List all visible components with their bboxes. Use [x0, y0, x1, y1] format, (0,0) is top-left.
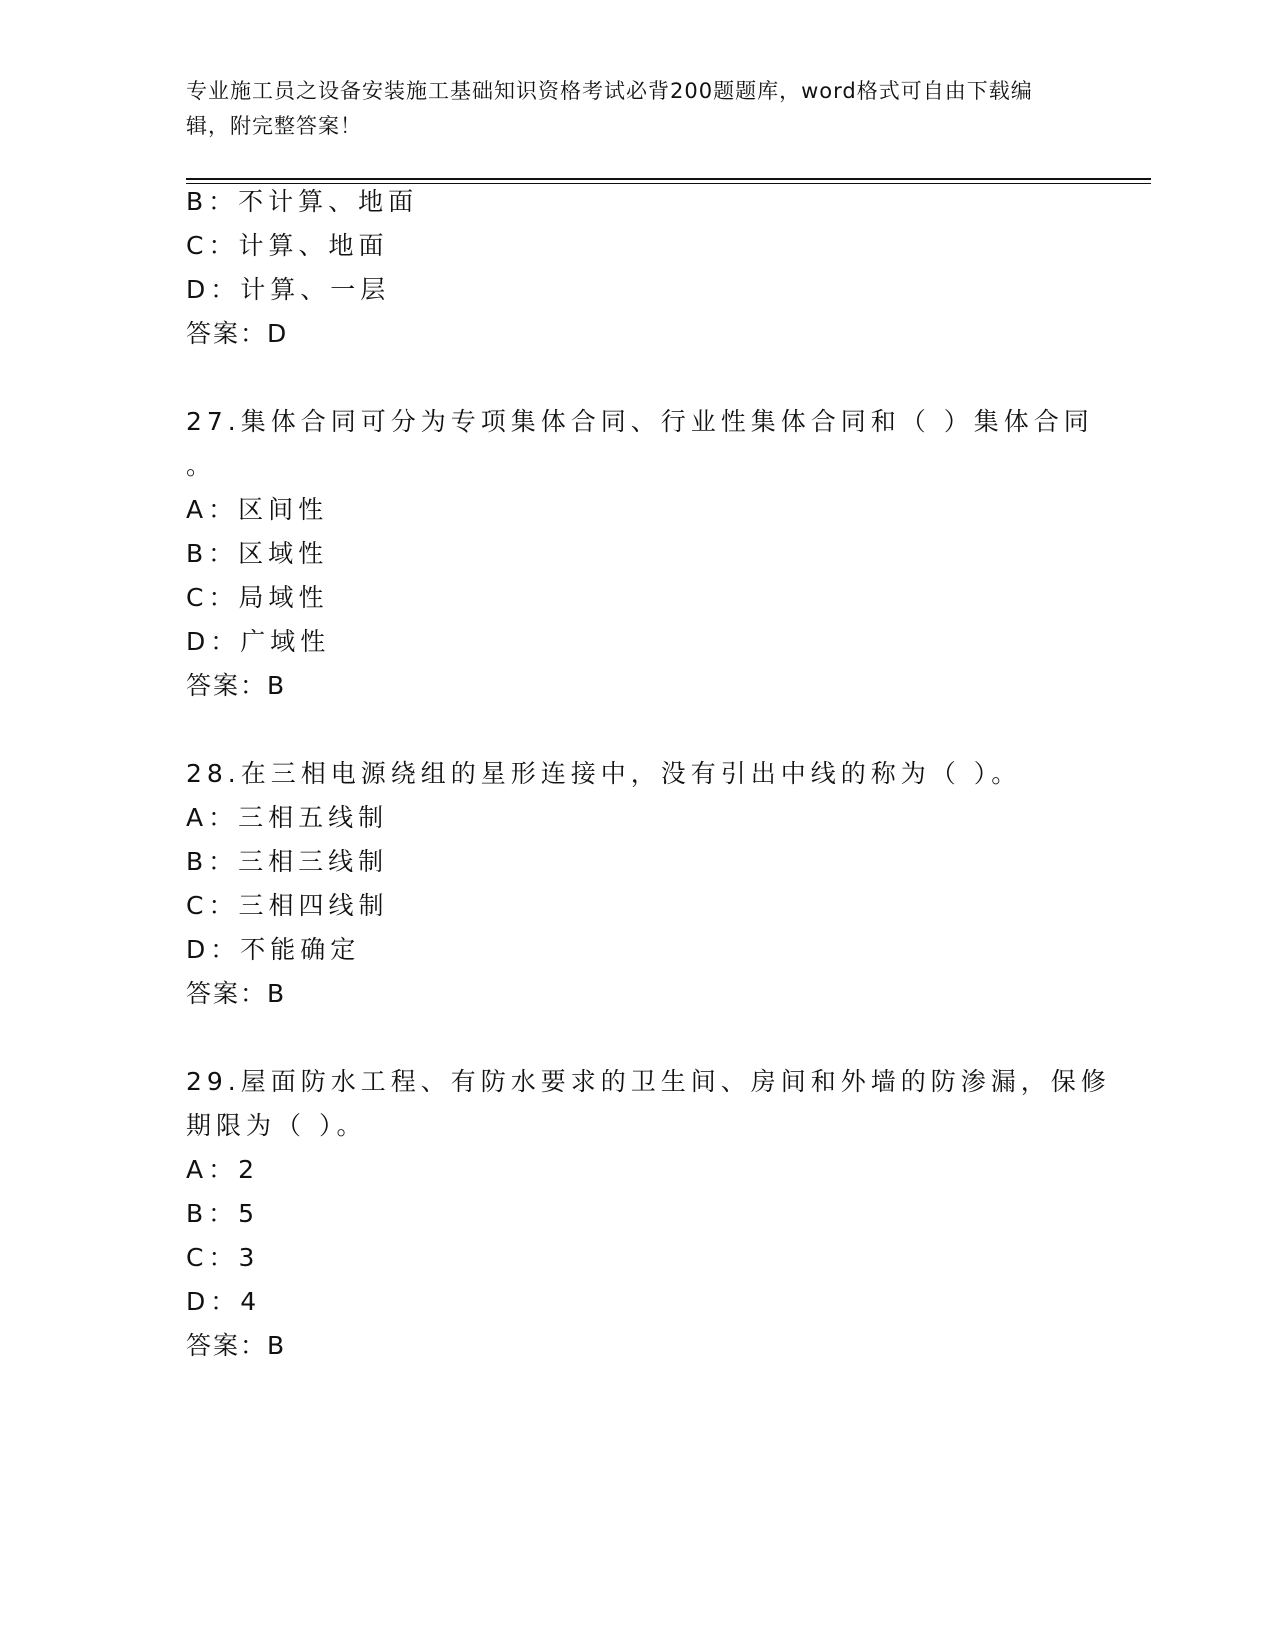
q27-option-d: D：广域性: [186, 627, 331, 656]
q26-option-b: B：不计算、地面: [186, 187, 419, 216]
q27-answer: 答案：B: [186, 671, 287, 700]
q29-option-a: A：2: [186, 1155, 260, 1184]
q28-question-line1: 28.在三相电源绕组的星形连接中，没有引出中线的称为（ ）。: [186, 759, 1022, 788]
q29-question-line1: 29.屋面防水工程、有防水要求的卫生间、房间和外墙的防渗漏，保修: [186, 1067, 1111, 1096]
q29-option-c: C：3: [186, 1243, 260, 1272]
q28-answer: 答案：B: [186, 979, 287, 1008]
page-header-title: 专业施工员之设备安装施工基础知识资格考试必背200题题库，word格式可自由下载编辑，附完整答案！: [186, 79, 1033, 138]
q27-option-b: B：区域性: [186, 539, 329, 568]
q28-option-b: B：三相三线制: [186, 847, 389, 876]
q28-option-d: D：不能确定: [186, 935, 361, 964]
q26-option-c: C：计算、地面: [186, 231, 389, 260]
q27-question-line2: 。: [186, 451, 217, 480]
q27-option-c: C：局域性: [186, 583, 329, 612]
q29-option-b: B：5: [186, 1199, 260, 1228]
q28-option-c: C：三相四线制: [186, 891, 389, 920]
q27-option-a: A：区间性: [186, 495, 329, 524]
q29-question-line2: 期限为（ ）。: [186, 1111, 367, 1140]
q26-answer: 答案：D: [186, 319, 289, 348]
q26-option-d: D：计算、一层: [186, 275, 391, 304]
q29-option-d: D：4: [186, 1287, 262, 1316]
header-divider-thick: [186, 178, 1151, 180]
q28-option-a: A：三相五线制: [186, 803, 389, 832]
q27-question-line1: 27.集体合同可分为专项集体合同、行业性集体合同和（ ）集体合同: [186, 407, 1094, 436]
q29-answer: 答案：B: [186, 1331, 287, 1360]
header-divider-thin: [186, 183, 1151, 184]
